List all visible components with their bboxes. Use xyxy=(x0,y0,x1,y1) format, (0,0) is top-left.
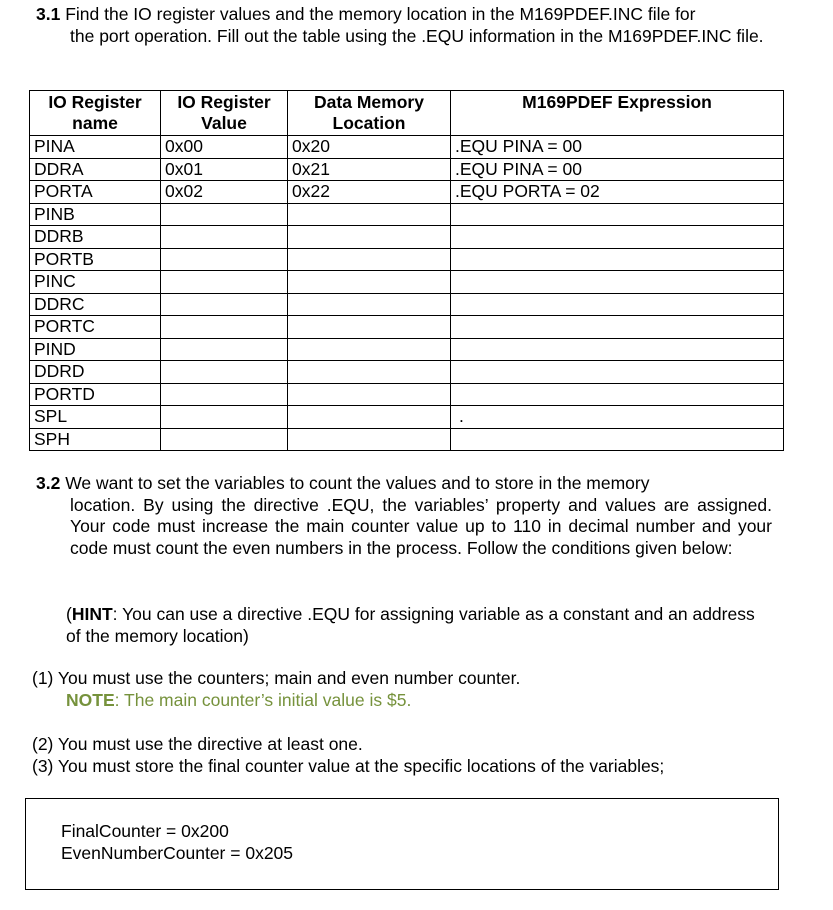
cell-register-value xyxy=(161,248,288,271)
header-data-memory-location: Data Memory Location xyxy=(288,91,451,136)
cell-register-value: 0x01 xyxy=(161,158,288,181)
question-3-1 xyxy=(36,4,772,47)
cell-memory-location xyxy=(288,338,451,361)
cell-register-value xyxy=(161,271,288,294)
table-header-row xyxy=(30,91,784,136)
final-counter-line: FinalCounter = 0x200 xyxy=(61,821,229,841)
question-3-2 xyxy=(36,473,772,559)
cell-register-value xyxy=(161,338,288,361)
question-3-2-body: location. By using the directive .EQU, the variables’ property and values are assigned. Your code must increase the main counter value up to 110 in decimal number and your code must count the even numbers in the process. Follow the conditions given below: xyxy=(70,494,772,558)
cell-register-name: PIND xyxy=(30,338,161,361)
cell-register-name: PINB xyxy=(30,203,161,226)
cell-register-value xyxy=(161,203,288,226)
cell-register-value xyxy=(161,226,288,249)
cell-register-value: 0x00 xyxy=(161,136,288,159)
cell-register-value xyxy=(161,406,288,429)
question-3-1-body: the port operation. Fill out the table using the .EQU information in the M169PDEF.INC file. xyxy=(70,25,764,46)
cell-register-value: 0x02 xyxy=(161,181,288,204)
cell-register-name: DDRB xyxy=(30,226,161,249)
cell-memory-location xyxy=(288,203,451,226)
cell-expression xyxy=(451,316,784,339)
cell-register-value xyxy=(161,293,288,316)
cell-memory-location xyxy=(288,271,451,294)
table-row xyxy=(30,136,784,159)
cell-register-value xyxy=(161,383,288,406)
cell-expression xyxy=(451,293,784,316)
cell-memory-location xyxy=(288,406,451,429)
condition-2: (2) You must use the directive at least one. xyxy=(32,734,363,754)
hint-paragraph: (HINT: You can use a directive .EQU for assigning variable as a constant and an address of the memory location) xyxy=(66,604,755,646)
hint-text: : You can use a directive .EQU for assigning variable as a constant and an address of the memory location) xyxy=(66,604,755,646)
question-3-2-first-line xyxy=(36,473,772,495)
table-row xyxy=(30,316,784,339)
cell-expression xyxy=(451,428,784,451)
cell-register-value xyxy=(161,361,288,384)
header-io-register-name: IO Register name xyxy=(30,91,161,136)
cell-register-name: SPH xyxy=(30,428,161,451)
hint-label: HINT xyxy=(71,604,113,624)
note-label: NOTE xyxy=(66,690,115,710)
cell-memory-location xyxy=(288,316,451,339)
cell-register-name: PORTB xyxy=(30,248,161,271)
table-row xyxy=(30,271,784,294)
cell-register-name: PINA xyxy=(30,136,161,159)
table-row xyxy=(30,248,784,271)
cell-memory-location xyxy=(288,248,451,271)
table-row xyxy=(30,293,784,316)
cell-expression: .EQU PINA = 00 xyxy=(451,136,784,159)
cell-register-name: PORTA xyxy=(30,181,161,204)
question-3-1-first-line xyxy=(36,4,772,26)
condition-1: (1) You must use the counters; main and even number counter. xyxy=(32,668,521,688)
condition-3: (3) You must store the final counter value at the specific locations of the variables; xyxy=(32,756,665,776)
table-row xyxy=(30,158,784,181)
cell-expression: .EQU PORTA = 02 xyxy=(451,181,784,204)
cell-expression xyxy=(451,338,784,361)
cell-expression xyxy=(451,203,784,226)
question-number: 3.1 xyxy=(36,4,61,24)
cell-memory-location xyxy=(288,226,451,249)
cell-expression xyxy=(451,383,784,406)
table-row xyxy=(30,338,784,361)
cell-memory-location: 0x22 xyxy=(288,181,451,204)
cell-expression xyxy=(451,226,784,249)
table-row xyxy=(30,181,784,204)
cell-register-name: DDRA xyxy=(30,158,161,181)
table-row xyxy=(30,203,784,226)
cell-register-name: SPL xyxy=(30,406,161,429)
note-text: : The main counter’s initial value is $5. xyxy=(114,690,412,710)
cell-register-value xyxy=(161,428,288,451)
cell-expression xyxy=(451,248,784,271)
table-row xyxy=(30,406,784,429)
cell-expression xyxy=(451,271,784,294)
cell-register-name: DDRD xyxy=(30,361,161,384)
cell-memory-location xyxy=(288,293,451,316)
question-3-2-text: We want to set the variables to count the values and to store in the memory xyxy=(65,473,650,493)
cell-memory-location xyxy=(288,383,451,406)
cell-memory-location: 0x21 xyxy=(288,158,451,181)
cell-memory-location xyxy=(288,428,451,451)
cell-expression: .EQU PINA = 00 xyxy=(451,158,784,181)
note xyxy=(66,690,411,712)
cell-expression: . xyxy=(451,406,784,429)
table-row xyxy=(30,226,784,249)
cell-register-value xyxy=(161,316,288,339)
cell-memory-location xyxy=(288,361,451,384)
even-number-counter-line: EvenNumberCounter = 0x205 xyxy=(61,843,294,863)
cell-register-name: PINC xyxy=(30,271,161,294)
header-io-register-value: IO Register Value xyxy=(161,91,288,136)
cell-register-name: DDRC xyxy=(30,293,161,316)
cell-register-name: PORTC xyxy=(30,316,161,339)
cell-expression xyxy=(451,361,784,384)
header-expression: M169PDEF Expression xyxy=(451,91,784,136)
io-register-table xyxy=(29,90,784,451)
question-3-1-text: Find the IO register values and the memory location in the M169PDEF.INC file for xyxy=(65,4,696,24)
cell-register-name: PORTD xyxy=(30,383,161,406)
table-row xyxy=(30,428,784,451)
variables-box xyxy=(25,798,779,890)
cell-memory-location: 0x20 xyxy=(288,136,451,159)
question-number: 3.2 xyxy=(36,473,61,493)
table-row xyxy=(30,361,784,384)
table-row xyxy=(30,383,784,406)
